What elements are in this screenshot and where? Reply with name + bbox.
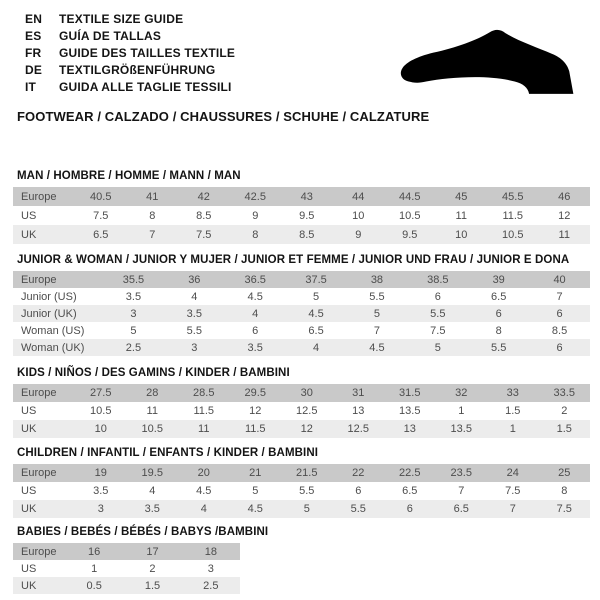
language-label: GUIDE DES TAILLES TEXTILE — [59, 46, 236, 60]
size-cell: 1.5 — [505, 405, 521, 417]
table-row — [13, 384, 590, 402]
table-row — [13, 560, 240, 577]
size-cell: 5 — [313, 290, 320, 303]
category-title: FOOTWEAR / CALZADO / CHAUSSURES / SCHUHE / CALZATURE — [17, 109, 430, 124]
table-row — [13, 225, 590, 244]
size-cell: 10.5 — [90, 405, 112, 417]
size-cell: 19.5 — [127, 464, 179, 482]
size-cell: 6 — [252, 324, 259, 337]
size-cell: 11 — [178, 420, 230, 438]
size-cell: 8.5 — [551, 324, 568, 337]
size-cell: 17 — [123, 543, 181, 560]
size-cell: 28 — [127, 384, 179, 402]
section-title: CHILDREN / INFANTIL / ENFANTS / KINDER / BAMBINI — [17, 447, 319, 459]
size-cell: 10 — [75, 420, 127, 438]
size-cell: 10.5 — [127, 420, 179, 438]
section-title: MAN / HOMBRE / HOMME / MANN / MAN — [17, 170, 241, 182]
size-cell: 13 — [352, 405, 365, 417]
size-cell: 1 — [487, 420, 539, 438]
row-label: Woman (US) — [21, 324, 85, 337]
language-label: TEXTILE SIZE GUIDE — [59, 12, 184, 26]
row-label: Europe — [13, 271, 103, 288]
size-cell: 2.5 — [103, 339, 164, 356]
table-row — [13, 339, 590, 356]
table-row — [13, 322, 590, 339]
size-cell: 21 — [230, 464, 282, 482]
size-cell: 28.5 — [178, 384, 230, 402]
size-cell: 29.5 — [230, 384, 282, 402]
size-cell: 7.5 — [430, 324, 446, 337]
size-section — [13, 526, 590, 594]
size-cell: 2.5 — [182, 577, 240, 594]
size-cell: 11.5 — [502, 209, 524, 222]
size-cell: 6 — [529, 305, 590, 322]
size-cell: 6.5 — [491, 290, 507, 303]
language-code: FR — [25, 46, 42, 60]
table-row — [13, 402, 590, 420]
size-cell: 12.5 — [296, 405, 318, 417]
table-row — [13, 305, 590, 322]
row-label: US — [21, 485, 37, 497]
size-cell: 4.5 — [347, 339, 408, 356]
size-cell: 4 — [191, 290, 198, 303]
table-row — [13, 500, 590, 518]
row-label: Junior (US) — [21, 290, 77, 303]
language-label: TEXTILGRÖßENFÜHRUNG — [59, 63, 216, 77]
size-cell: 5.5 — [369, 290, 385, 303]
size-cell: 30 — [281, 384, 333, 402]
size-cell: 7 — [458, 485, 465, 497]
size-cell: 37.5 — [286, 271, 347, 288]
size-cell: 7.5 — [93, 209, 109, 222]
size-cell: 5.5 — [186, 324, 202, 337]
size-cell: 18 — [182, 543, 240, 560]
table-row — [13, 482, 590, 500]
row-label: Europe — [13, 543, 65, 560]
size-cell: 4 — [149, 485, 156, 497]
size-cell: 12 — [249, 405, 262, 417]
size-cell: 11.5 — [230, 420, 282, 438]
size-cell: 32 — [436, 384, 488, 402]
row-label: Europe — [13, 464, 75, 482]
size-cell: 6 — [529, 339, 590, 356]
size-cell: 6.5 — [436, 500, 488, 518]
size-cell: 9.5 — [384, 225, 436, 244]
size-cell: 39 — [468, 271, 529, 288]
size-cell: 21.5 — [281, 464, 333, 482]
language-list — [25, 11, 235, 96]
size-cell: 27.5 — [75, 384, 127, 402]
language-row — [25, 62, 235, 79]
size-cell: 3 — [103, 305, 164, 322]
size-cell: 35.5 — [103, 271, 164, 288]
table-row — [13, 288, 590, 305]
size-cell: 1 — [91, 562, 98, 575]
size-cell: 22.5 — [384, 464, 436, 482]
size-cell: 5 — [252, 485, 259, 497]
size-cell: 12 — [558, 209, 571, 222]
size-cell: 4 — [225, 305, 286, 322]
size-cell: 11 — [455, 209, 467, 222]
size-table — [13, 187, 590, 244]
size-cell: 31 — [333, 384, 385, 402]
size-cell: 4.5 — [230, 500, 282, 518]
size-cell: 7 — [556, 290, 563, 303]
size-cell: 1.5 — [123, 577, 181, 594]
size-cell: 8.5 — [196, 209, 212, 222]
size-cell: 2 — [561, 405, 568, 417]
row-label: UK — [13, 225, 75, 244]
size-cell: 44 — [333, 187, 385, 206]
size-cell: 20 — [178, 464, 230, 482]
size-cell: 8 — [495, 324, 502, 337]
size-cell: 9 — [333, 225, 385, 244]
table-row — [13, 271, 590, 288]
size-cell: 11 — [539, 225, 591, 244]
size-cell: 8 — [561, 485, 568, 497]
size-section — [13, 367, 590, 438]
size-cell: 4.5 — [247, 290, 263, 303]
size-cell: 7.5 — [178, 225, 230, 244]
size-cell: 42.5 — [230, 187, 282, 206]
size-cell: 6 — [468, 305, 529, 322]
table-row — [13, 187, 590, 206]
size-cell: 31.5 — [384, 384, 436, 402]
size-table — [13, 384, 590, 438]
language-row — [25, 11, 235, 28]
size-cell: 42 — [178, 187, 230, 206]
language-row — [25, 45, 235, 62]
size-cell: 4.5 — [286, 305, 347, 322]
size-cell: 13.5 — [436, 420, 488, 438]
language-row — [25, 79, 235, 96]
row-label: UK — [13, 420, 75, 438]
size-cell: 19 — [75, 464, 127, 482]
size-cell: 5 — [407, 339, 468, 356]
row-label: Europe — [13, 384, 75, 402]
size-cell: 6 — [355, 485, 362, 497]
size-section — [13, 447, 590, 518]
size-cell: 3 — [207, 562, 214, 575]
size-cell: 11 — [146, 405, 158, 417]
size-cell: 5.5 — [299, 485, 315, 497]
language-code: IT — [25, 80, 37, 94]
table-row — [13, 464, 590, 482]
language-label: GUÍA DE TALLAS — [59, 29, 162, 43]
size-cell: 4.5 — [196, 485, 212, 497]
size-cell: 11.5 — [193, 405, 215, 417]
size-cell: 22 — [333, 464, 385, 482]
size-cell: 16 — [65, 543, 123, 560]
size-cell: 7 — [127, 225, 179, 244]
size-cell: 44.5 — [384, 187, 436, 206]
size-cell: 33 — [487, 384, 539, 402]
row-label: UK — [13, 577, 65, 594]
language-label: GUIDA ALLE TAGLIE TESSILI — [59, 80, 232, 94]
size-cell: 13.5 — [399, 405, 421, 417]
size-cell: 38.5 — [407, 271, 468, 288]
row-label: US — [21, 405, 37, 417]
size-cell: 1.5 — [539, 420, 591, 438]
size-table — [13, 271, 590, 356]
size-section — [13, 170, 590, 244]
table-row — [13, 420, 590, 438]
size-cell: 3 — [75, 500, 127, 518]
table-row — [13, 543, 240, 560]
size-cell: 3.5 — [93, 485, 109, 497]
size-cell: 13 — [384, 420, 436, 438]
size-cell: 1 — [458, 405, 465, 417]
size-cell: 9.5 — [299, 209, 315, 222]
size-cell: 36.5 — [225, 271, 286, 288]
size-cell: 8.5 — [281, 225, 333, 244]
size-cell: 6.5 — [308, 324, 324, 337]
size-cell: 4 — [286, 339, 347, 356]
size-cell: 46 — [539, 187, 591, 206]
size-cell: 10 — [436, 225, 488, 244]
size-cell: 5 — [347, 305, 408, 322]
size-cell: 5.5 — [407, 305, 468, 322]
size-cell: 5 — [281, 500, 333, 518]
size-cell: 5.5 — [333, 500, 385, 518]
size-cell: 41 — [127, 187, 179, 206]
size-cell: 9 — [252, 209, 259, 222]
size-cell: 10.5 — [399, 209, 421, 222]
size-cell: 7 — [373, 324, 380, 337]
size-cell: 5 — [130, 324, 137, 337]
size-cell: 43 — [281, 187, 333, 206]
size-cell: 7.5 — [539, 500, 591, 518]
size-cell: 6.5 — [75, 225, 127, 244]
size-cell: 24 — [487, 464, 539, 482]
language-code: ES — [25, 29, 42, 43]
size-cell: 45.5 — [487, 187, 539, 206]
size-cell: 2 — [149, 562, 156, 575]
row-label: US — [21, 562, 37, 575]
size-cell: 23.5 — [436, 464, 488, 482]
size-cell: 12.5 — [333, 420, 385, 438]
size-table — [13, 464, 590, 518]
size-cell: 38 — [347, 271, 408, 288]
size-cell: 40 — [529, 271, 590, 288]
size-cell: 4 — [178, 500, 230, 518]
size-cell: 6.5 — [402, 485, 418, 497]
row-label: Europe — [13, 187, 75, 206]
size-cell: 7 — [487, 500, 539, 518]
size-cell: 7.5 — [505, 485, 521, 497]
size-table — [13, 543, 240, 594]
size-cell: 36 — [164, 271, 225, 288]
row-label: US — [21, 209, 37, 222]
size-cell: 3.5 — [225, 339, 286, 356]
language-row — [25, 28, 235, 45]
section-title: KIDS / NIÑOS / DES GAMINS / KINDER / BAMBINI — [17, 367, 290, 379]
dress-shoe-icon — [398, 29, 584, 99]
section-title: JUNIOR & WOMAN / JUNIOR Y MUJER / JUNIOR ET FEMME / JUNIOR UND FRAU / JUNIOR E DONA — [17, 254, 570, 266]
size-cell: 8 — [149, 209, 156, 222]
language-code: EN — [25, 12, 43, 26]
size-cell: 10 — [352, 209, 365, 222]
size-cell: 3.5 — [164, 305, 225, 322]
table-row — [13, 206, 590, 225]
table-row — [13, 577, 240, 594]
size-cell: 6 — [434, 290, 441, 303]
language-code: DE — [25, 63, 43, 77]
size-cell: 5.5 — [468, 339, 529, 356]
size-cell: 25 — [539, 464, 591, 482]
size-cell: 3.5 — [125, 290, 142, 303]
section-title: BABIES / BEBÉS / BÉBÉS / BABYS /BAMBINI — [17, 526, 269, 538]
size-cell: 3 — [164, 339, 225, 356]
size-cell: 10.5 — [487, 225, 539, 244]
size-cell: 0.5 — [65, 577, 123, 594]
size-cell: 8 — [230, 225, 282, 244]
size-cell: 12 — [281, 420, 333, 438]
row-label: Junior (UK) — [13, 305, 103, 322]
size-cell: 33.5 — [539, 384, 591, 402]
size-cell: 45 — [436, 187, 488, 206]
size-cell: 6 — [384, 500, 436, 518]
size-cell: 40.5 — [75, 187, 127, 206]
size-section — [13, 254, 590, 356]
row-label: UK — [13, 500, 75, 518]
row-label: Woman (UK) — [13, 339, 103, 356]
size-cell: 3.5 — [127, 500, 179, 518]
